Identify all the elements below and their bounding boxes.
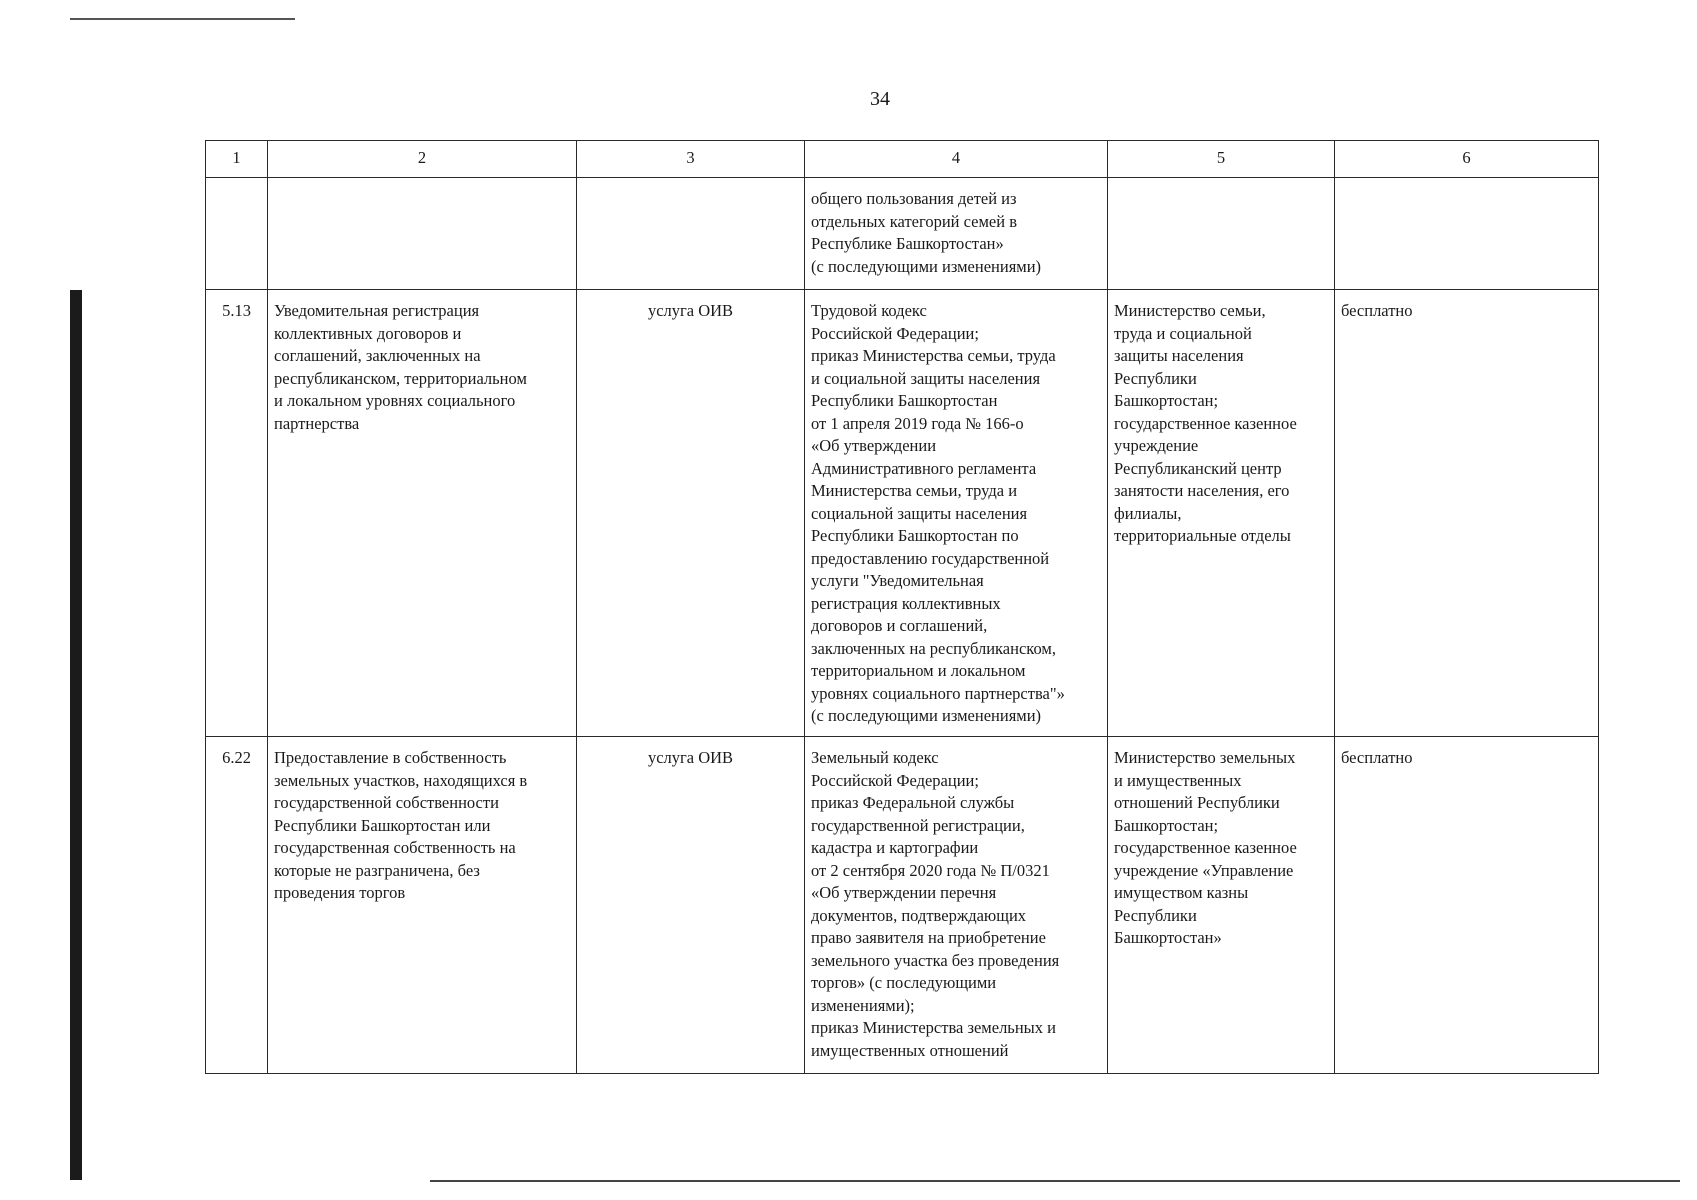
text-line: Уведомительная регистрация	[274, 301, 480, 320]
text-line: Башкортостан»	[1114, 928, 1222, 947]
text-line: имуществом казны	[1114, 883, 1249, 902]
text-line: филиалы,	[1114, 503, 1182, 523]
service-provider	[1108, 290, 1335, 737]
text-line: документов, подтверждающих	[811, 905, 1027, 925]
column-number: 4	[805, 141, 1108, 178]
text-line: защиты населения	[1114, 346, 1244, 365]
text-line: учреждение «Управление	[1114, 860, 1294, 880]
legal-basis	[805, 737, 1108, 1074]
text-line: Трудовой кодекс	[811, 301, 927, 320]
text-line: регистрация коллективных	[811, 593, 1001, 613]
table-row	[206, 178, 1599, 290]
text-line: Предоставление в собственность	[274, 748, 507, 767]
page-number: 34	[870, 88, 890, 110]
text-line: приказ Министерства семьи, труда	[811, 346, 1056, 365]
column-number: 3	[577, 141, 805, 178]
legal-basis	[805, 290, 1108, 737]
text-line: (с последующими изменениями)	[811, 706, 1042, 725]
text-line: Министерство семьи,	[1114, 301, 1266, 320]
text-line: от 2 сентября 2020 года № П/0321	[811, 860, 1050, 880]
text-line: изменениями);	[811, 995, 915, 1015]
text-line: занятости населения, его	[1114, 481, 1290, 500]
text-line: государственной собственности	[274, 793, 499, 812]
text-line: Республики	[1114, 905, 1197, 925]
text-line: Республики Башкортостан по	[811, 526, 1019, 545]
text-line: торгов» (с последующими	[811, 973, 997, 992]
service-fee	[1335, 178, 1599, 290]
row-number: 5.13	[206, 290, 268, 737]
text-line: приказ Федеральной службы	[811, 793, 1015, 812]
legal-basis	[805, 178, 1108, 290]
column-number: 1	[206, 141, 268, 178]
service-name	[268, 737, 577, 1074]
text-line: отдельных категорий семей в	[811, 211, 1017, 231]
service-provider	[1108, 737, 1335, 1074]
text-line: предоставлению государственной	[811, 548, 1050, 568]
text-line: Административного регламента	[811, 458, 1037, 478]
text-line: отношений Республики	[1114, 793, 1280, 812]
service-provider	[1108, 178, 1335, 290]
text-line: соглашений, заключенных на	[274, 346, 481, 365]
column-number: 2	[268, 141, 577, 178]
text-line: Министерства семьи, труда и	[811, 481, 1018, 500]
column-number-row	[206, 141, 1599, 178]
text-line: договоров и соглашений,	[811, 616, 988, 635]
text-line: земельных участков, находящихся в	[274, 770, 528, 790]
services-table	[205, 140, 1599, 1074]
text-line: Республике Башкортостан»	[811, 234, 1004, 253]
text-line: «Об утверждении перечня	[811, 883, 997, 902]
service-type: услуга ОИВ	[577, 290, 805, 737]
text-line: государственная собственность на	[274, 838, 516, 857]
text-line: заключенных на республиканском,	[811, 638, 1056, 658]
text-line: социальной защиты населения	[811, 503, 1028, 523]
text-line: «Об утверждении	[811, 436, 937, 455]
text-line: от 1 апреля 2019 года № 166-о	[811, 413, 1024, 433]
text-line: земельного участка без проведения	[811, 950, 1060, 970]
text-line: республиканском, территориальном	[274, 368, 527, 388]
scan-artifact-bottom-line	[430, 1180, 1680, 1182]
column-number: 6	[1335, 141, 1599, 178]
scan-artifact-top-line	[70, 18, 295, 20]
service-type	[577, 178, 805, 290]
text-line: государственное казенное	[1114, 838, 1297, 857]
text-line: общего пользования детей из	[811, 189, 1017, 208]
text-line: услуги "Уведомительная	[811, 571, 984, 590]
text-line: Республики	[1114, 368, 1197, 388]
column-number: 5	[1108, 141, 1335, 178]
text-line: государственное казенное	[1114, 413, 1297, 433]
text-line: территориальные отделы	[1114, 526, 1291, 545]
table-row	[206, 737, 1599, 1074]
service-name	[268, 178, 577, 290]
text-line: Земельный кодекс	[811, 748, 939, 767]
text-line: учреждение	[1114, 436, 1199, 455]
text-line: право заявителя на приобретение	[811, 928, 1046, 947]
text-line: партнерства	[274, 413, 360, 433]
text-line: Республики Башкортостан или	[274, 815, 491, 835]
service-name	[268, 290, 577, 737]
text-line: и социальной защиты населения	[811, 368, 1041, 388]
text-line: кадастра и картографии	[811, 838, 979, 857]
text-line: Российской Федерации;	[811, 323, 979, 343]
scan-artifact-left-bar	[70, 290, 82, 1180]
row-number: 6.22	[206, 737, 268, 1074]
text-line: приказ Министерства земельных и	[811, 1018, 1056, 1037]
text-line: Республиканский центр	[1114, 458, 1282, 478]
service-fee: бесплатно	[1335, 290, 1599, 737]
text-line: коллективных договоров и	[274, 323, 462, 343]
text-line: и локальном уровнях социального	[274, 391, 516, 410]
table-row	[206, 290, 1599, 737]
service-type: услуга ОИВ	[577, 737, 805, 1074]
text-line: государственной регистрации,	[811, 815, 1025, 835]
text-line: территориальном и локальном	[811, 661, 1026, 680]
service-fee: бесплатно	[1335, 737, 1599, 1074]
text-line: Башкортостан;	[1114, 815, 1219, 835]
text-line: которые не разграничена, без	[274, 860, 480, 880]
text-line: Российской Федерации;	[811, 770, 979, 790]
text-line: уровнях социального партнерства"»	[811, 683, 1065, 703]
text-line: проведения торгов	[274, 883, 406, 902]
text-line: имущественных отношений	[811, 1040, 1009, 1060]
text-line: и имущественных	[1114, 770, 1242, 790]
row-number	[206, 178, 268, 290]
text-line: труда и социальной	[1114, 323, 1252, 343]
text-line: Республики Башкортостан	[811, 391, 998, 410]
text-line: Министерство земельных	[1114, 748, 1296, 767]
text-line: (с последующими изменениями)	[811, 256, 1042, 276]
text-line: Башкортостан;	[1114, 391, 1219, 410]
